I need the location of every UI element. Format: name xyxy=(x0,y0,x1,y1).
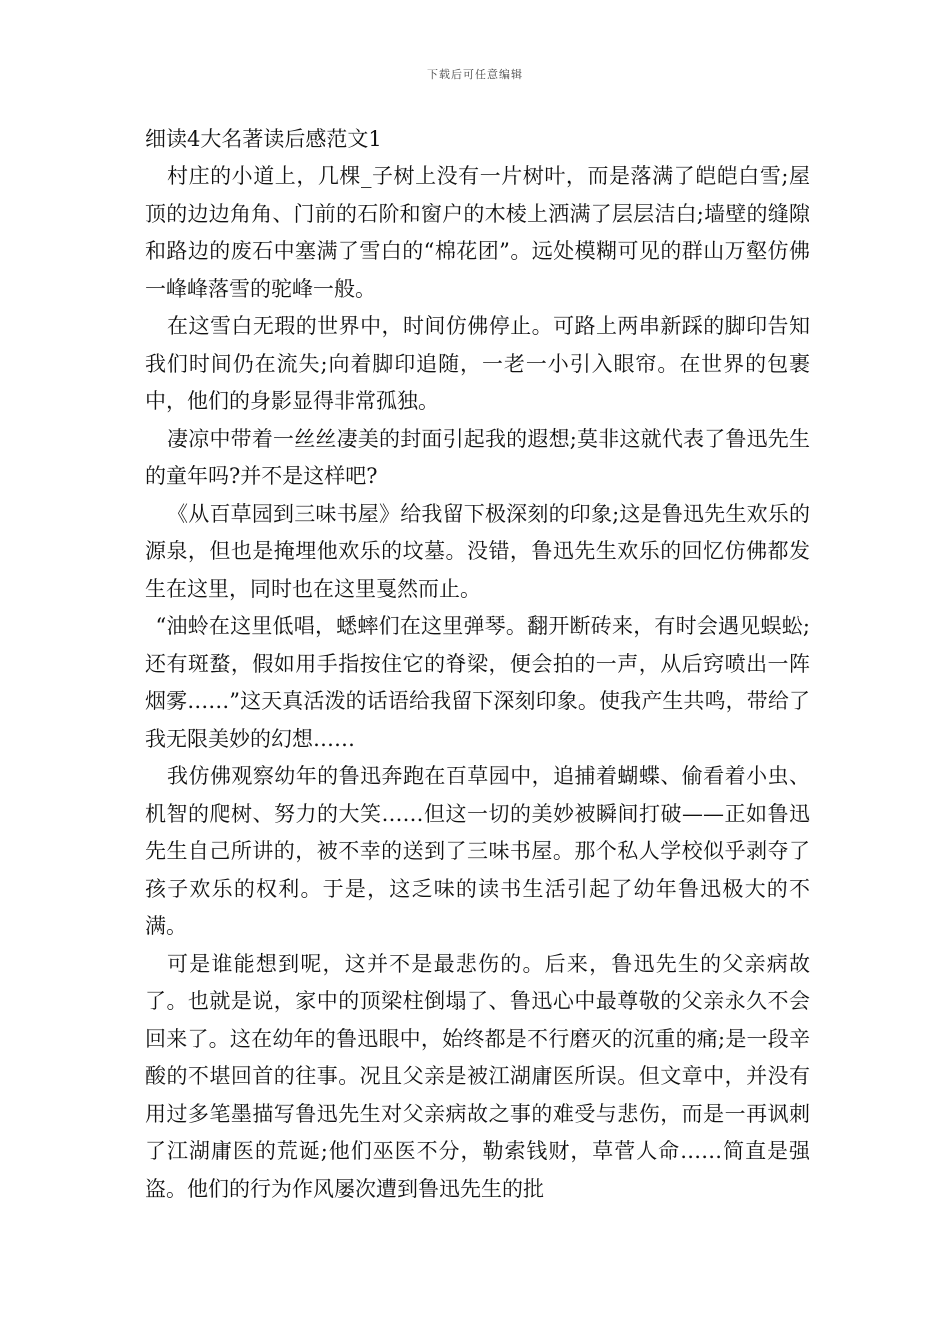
document-body xyxy=(145,120,810,1208)
paragraph: 村庄的小道上，几棵_子树上没有一片树叶，而是落满了皑皑白雪;屋顶的边边角角、门前的石阶和窗户的木棱上洒满了层层洁白;墙壁的缝隙和路边的废石中塞满了雪白的“棉花团”。远处模糊可见的群山万壑仿佛一峰峰落雪的驼峰一般。 xyxy=(145,164,810,301)
paragraph: 我仿佛观察幼年的鲁迅奔跑在百草园中，追捕着蝴蝶、偷看着小虫、机智的爬树、努力的大笑……但这一切的美妙被瞬间打破——正如鲁迅先生自己所讲的，被不幸的送到了三味书屋。那个私人学校似乎剥夺了孩子欢乐的权利。于是，这乏味的读书生活引起了幼年鲁迅极大的不满。 xyxy=(145,764,810,938)
paragraph: 《从百草园到三味书屋》给我留下极深刻的印象;这是鲁迅先生欢乐的源泉，但也是掩埋他欢乐的坟墓。没错，鲁迅先生欢乐的回忆仿佛都发生在这里，同时也在这里戛然而止。 xyxy=(145,501,810,601)
document-title: 细读4大名著读后感范文1 xyxy=(145,127,382,151)
header-note: 下载后可任意编辑 xyxy=(427,68,523,81)
paragraph: 凄凉中带着一丝丝凄美的封面引起我的遐想;莫非这就代表了鲁迅先生的童年吗?并不是这样吧? xyxy=(145,426,810,488)
paragraph: 可是谁能想到呢，这并不是最悲伤的。后来，鲁迅先生的父亲病故了。也就是说，家中的顶梁柱倒塌了、鲁迅心中最尊敬的父亲永久不会回来了。这在幼年的鲁迅眼中，始终都是不行磨灭的沉重的痛;是一段辛酸的不堪回首的往事。况且父亲是被江湖庸医所误。但文章中，并没有用过多笔墨描写鲁迅先生对父亲病故之事的难受与悲伤，而是一再讽刺了江湖庸医的荒诞;他们巫医不分，勒索钱财，草菅人命……简直是强盗。他们的行为作风屡次遭到鲁迅先生的批 xyxy=(145,951,810,1201)
paragraph: 在这雪白无瑕的世界中，时间仿佛停止。可路上两串新踩的脚印告知我们时间仍在流失;向着脚印追随，一老一小引入眼帘。在世界的包裹中，他们的身影显得非常孤独。 xyxy=(145,314,810,413)
paragraph: “油蛉在这里低唱，蟋蟀们在这里弹琴。翻开断砖来，有时会遇见蜈蚣;还有斑蝥，假如用手指按住它的脊梁，便会拍的一声，从后窍喷出一阵烟雾……”这天真活泼的话语给我留下深刻印象。使我产生共鸣，带给了我无限美妙的幻想…… xyxy=(145,614,810,751)
